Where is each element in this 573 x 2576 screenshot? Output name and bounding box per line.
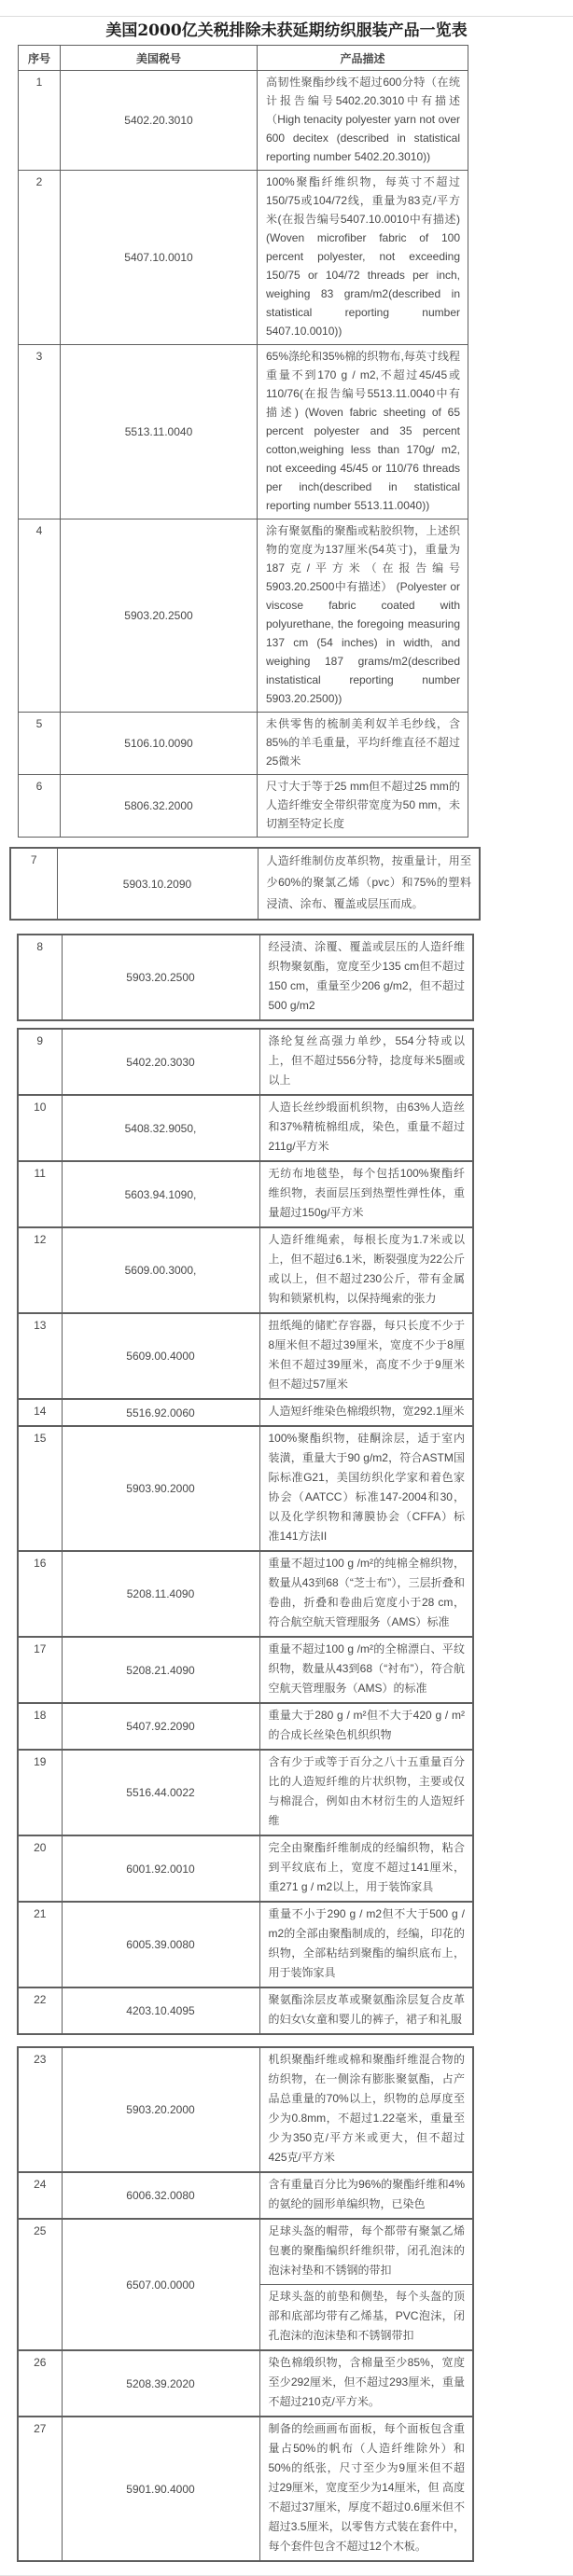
tax-code-cell: 6006.32.0080 xyxy=(62,2172,259,2219)
row-number-cell: 8 xyxy=(18,935,62,1020)
page xyxy=(0,16,573,2576)
row-number-cell: 10 xyxy=(18,1095,62,1161)
table-row xyxy=(18,1029,473,1095)
description-cell: 重量大于280 g / m²但不大于420 g / m²的合成长丝染色机织织物 xyxy=(259,1703,473,1750)
table-row xyxy=(18,2219,473,2285)
tax-code-cell: 5609.00.3000, xyxy=(62,1227,259,1313)
table-block-5 xyxy=(17,2046,474,2562)
table-block-3 xyxy=(17,934,474,1021)
tax-code-cell: 5903.20.2500 xyxy=(61,519,258,713)
tax-code-cell: 6005.39.0080 xyxy=(62,1902,259,1987)
row-number-cell: 25 xyxy=(18,2219,62,2350)
row-number-cell: 17 xyxy=(18,1637,62,1703)
row-number-cell: 4 xyxy=(19,519,61,713)
tax-code-cell: 5407.10.0010 xyxy=(61,171,258,345)
table-row xyxy=(18,1703,473,1750)
row-number-cell: 3 xyxy=(19,345,61,519)
description-cell: 含有少于或等于百分之八十五重量百分比的人造短纤维的片状织物，主要或仅与棉混合，例如由木材衍生的人造短纤维 xyxy=(259,1750,473,1835)
row-number-cell: 22 xyxy=(18,1987,62,2034)
description-cell: 重量不小于290 g / m2但不大于500 g / m2的全部由聚酯制成的，经编，印花的织物，全部粘结到聚酯的编织底布上，用于装饰家具 xyxy=(259,1902,473,1987)
tax-code-cell: 5609.00.4000 xyxy=(62,1313,259,1399)
table-row xyxy=(18,1835,473,1902)
row-number-cell: 12 xyxy=(18,1227,62,1313)
tax-code-cell: 6507.00.0000 xyxy=(62,2219,259,2350)
description-cell: 含有重量百分比为96%的聚酯纤维和4%的氨纶的圆形单编织物，已染色 xyxy=(259,2172,473,2219)
tax-code-cell: 5402.20.3010 xyxy=(61,71,258,171)
tax-code-cell: 5208.11.4090 xyxy=(62,1551,259,1637)
description-cell: 65%涤纶和35%棉的织物布,每英寸线程重量不到170 g / m2,不超过45/45或110/76(在报告编号5513.11.0040中有描述) (Woven fabric sheeting of 65 percent polyester and 35 percent cotton,weighing less than 170g/ m2, not exceeding 45/45 or 110/76 threads per inch(described in statistical reporting number 5513.11.0040)) xyxy=(258,345,468,519)
row-number-cell: 21 xyxy=(18,1902,62,1987)
description-cell: 尺寸大于等于25 mm但不超过25 mm的人造纤维安全带织带宽度为50 mm，未切割至特定长度 xyxy=(258,775,468,838)
table-row xyxy=(18,1313,473,1399)
description-cell: 人造长丝纱缎面机织物，由63%人造丝和37%精梳棉组成，染色，重量不超过211g/平方米 xyxy=(259,1095,473,1161)
table-row xyxy=(18,1399,473,1426)
description-cell: 无纺布地毯垫，每个包括100%聚酯纤维织物，表面层压到热塑性弹性体，重量超过150g/平方米 xyxy=(259,1161,473,1227)
tax-code-cell: 4203.10.4095 xyxy=(62,1987,259,2034)
row-number-cell: 11 xyxy=(18,1161,62,1227)
table-block-1 xyxy=(18,45,468,838)
row-number-cell: 2 xyxy=(19,171,61,345)
description-cell: 完全由聚酯纤维制成的经编织物，粘合到平纹底布上，宽度不超过141厘米，重271 g / m2以上，用于装饰家具 xyxy=(259,1835,473,1902)
top-divider xyxy=(0,16,573,17)
table-row xyxy=(18,1095,473,1161)
table-row xyxy=(18,2417,473,2561)
table-row xyxy=(18,1161,473,1227)
tax-code-cell: 5106.10.0090 xyxy=(61,713,258,775)
table-row xyxy=(19,345,468,519)
row-number-cell: 14 xyxy=(18,1399,62,1426)
row-number-cell: 23 xyxy=(18,2047,62,2172)
description-cell: 足球头盔的帽带，每个都带有聚氯乙烯包裹的聚酯编织纤维织带，闭孔泡沫的泡沫衬垫和不锈钢的带扣 xyxy=(259,2219,473,2285)
header-row xyxy=(19,46,468,71)
tax-code-cell: 5903.20.2000 xyxy=(62,2047,259,2172)
row-number-cell: 15 xyxy=(18,1426,62,1551)
tax-code-cell: 5903.20.2500 xyxy=(62,935,259,1020)
table-row xyxy=(19,519,468,713)
table-row xyxy=(19,71,468,171)
table-block-4 xyxy=(17,1028,474,2035)
description-cell: 100%聚酯纤维织物，每英寸不超过150/75或104/72线，重量为83克/平方米(在报告编号5407.10.0010中有描述) (Woven microfiber fabric of 100 percent polyester, not exceeding 150/75 or 104/72 threads per inch, weighing 83 gram/m2(described in statistical reporting number 5407.10.0010)) xyxy=(258,171,468,345)
row-number-cell: 20 xyxy=(18,1835,62,1902)
description-cell: 涤纶复丝高强力单纱，554分特或以上，但不超过556分特，捻度每米5圈或以上 xyxy=(259,1029,473,1095)
description-cell: 制备的绘画画布面板，每个面板包含重量占50%的帆布（人造纤维除外）和50%的纸张，尺寸至少为9厘米但不超过29厘米，宽度至少为14厘米，但 高度不超过37厘米，厚度不超过0.6厘米但不超过3.5厘米，以零售方式装在套件中，每个套件包含不超过12个木板。 xyxy=(259,2417,473,2561)
tables-container xyxy=(0,45,573,2562)
row-number-cell: 5 xyxy=(19,713,61,775)
tax-code-cell: 5407.92.2090 xyxy=(62,1703,259,1750)
row-number-cell: 9 xyxy=(18,1029,62,1095)
description-cell: 扭纸绳的储贮存容器，每只长度不少于8厘米但不超过39厘米，宽度不少于8厘米但不超过39厘米，高度不少于9厘米但不超过57厘米 xyxy=(259,1313,473,1399)
table-row xyxy=(18,1551,473,1637)
table-row xyxy=(18,2047,473,2172)
table-row xyxy=(19,775,468,838)
row-number-cell: 1 xyxy=(19,71,61,171)
tax-code-cell: 6001.92.0010 xyxy=(62,1835,259,1902)
table-row xyxy=(18,1902,473,1987)
table-row xyxy=(18,1750,473,1835)
tax-code-cell: 5516.44.0022 xyxy=(62,1750,259,1835)
row-number-cell: 24 xyxy=(18,2172,62,2219)
tax-code-cell: 5208.39.2020 xyxy=(62,2350,259,2417)
tax-code-cell: 5603.94.1090, xyxy=(62,1161,259,1227)
description-cell: 高韧性聚酯纱线不超过600分特（在统计报告编号5402.20.3010中有描述（High tenacity polyester yarn not over 600 decitex (described in statistical reporting number 5402.20.3010)) xyxy=(258,71,468,171)
table-row xyxy=(18,2172,473,2219)
row-number-cell: 6 xyxy=(19,775,61,838)
table-row xyxy=(10,848,480,920)
description-cell: 未供零售的梳制美利奴羊毛纱线，含85%的羊毛重量，平均纤维直径不超过25微米 xyxy=(258,713,468,775)
table-row xyxy=(18,935,473,1020)
table-row xyxy=(18,2350,473,2417)
column-header-1: 序号 xyxy=(19,46,61,71)
tax-code-cell: 5806.32.2000 xyxy=(61,775,258,838)
description-cell: 足球头盔的前垫和侧垫，每个头盔的顶部和底部均带有乙烯基，PVC泡沫，闭孔泡沫的泡沫垫和不锈钢带扣 xyxy=(259,2285,473,2351)
tax-code-cell: 5903.90.2000 xyxy=(62,1426,259,1551)
row-number-cell: 13 xyxy=(18,1313,62,1399)
tax-code-cell: 5208.21.4090 xyxy=(62,1637,259,1703)
tax-code-cell: 5903.10.2090 xyxy=(57,848,258,920)
row-number-cell: 16 xyxy=(18,1551,62,1637)
page-title: 美国2000亿关税排除未获延期纺织服装产品一览表 xyxy=(105,21,468,40)
row-number-cell: 19 xyxy=(18,1750,62,1835)
table-row xyxy=(19,171,468,345)
tax-code-cell: 5402.20.3030 xyxy=(62,1029,259,1095)
column-header-3: 产品描述 xyxy=(258,46,468,71)
description-cell: 人造纤维绳索，每根长度为1.7米或以上，但不超过6.1米，断裂强度为22公斤或以上，但不超过230公斤，带有金属钩和锁紧机构，以保持绳索的张力 xyxy=(259,1227,473,1313)
description-cell: 经浸渍、涂覆、覆盖或层压的人造纤维织物聚氨酯，宽度至少135 cm但不超过150 cm，重量至少206 g/m2，但不超过500 g/m2 xyxy=(259,935,473,1020)
row-number-cell: 27 xyxy=(18,2417,62,2561)
description-cell: 涂有聚氨酯的聚酯或粘胶织物，上述织物的宽度为137厘米(54英寸)，重量为187克/平方米（在报告编号5903.20.2500中有描述） (Polyester or viscose fabric coated with polyurethane, the foregoing measuring 137 cm (54 inches) in width, and weighing 187 grams/m2(described instatistical reporting number 5903.20.2500)) xyxy=(258,519,468,713)
tax-code-cell: 5408.32.9050, xyxy=(62,1095,259,1161)
table-row xyxy=(18,1227,473,1313)
tax-code-cell: 5516.92.0060 xyxy=(62,1399,259,1426)
row-number-cell: 18 xyxy=(18,1703,62,1750)
column-header-2: 美国税号 xyxy=(61,46,258,71)
row-number-cell: 26 xyxy=(18,2350,62,2417)
description-cell: 染色棉缎织物，含棉量至少85%，宽度至少292厘米，但不超过293厘米，重量不超过210克/平方米。 xyxy=(259,2350,473,2417)
description-cell: 聚氨酯涂层皮革或聚氨酯涂层复合皮革的妇女\女童和婴儿的裤子，裙子和礼服 xyxy=(259,1987,473,2034)
description-cell: 人造纤维制仿皮革织物，按重量计，用至少60%的聚氯乙烯（pvc）和75%的塑料浸渍、涂布、覆盖或层压而成。 xyxy=(258,848,480,920)
row-number-cell: 7 xyxy=(10,848,57,920)
description-cell: 重量不超过100 g /m²的全棉漂白、平纹织物，数量从43到68（“衬布”），符合航空航天管理服务（AMS）的标准 xyxy=(259,1637,473,1703)
tax-code-cell: 5513.11.0040 xyxy=(61,345,258,519)
table-block-2 xyxy=(9,847,481,921)
tax-code-cell: 5901.90.4000 xyxy=(62,2417,259,2561)
description-cell: 机织聚酯纤维或棉和聚酯纤维混合物的纺织物，在一侧涂有膨胀聚氨酯，占产品总重量的70%以上，织物的总厚度至少为0.8mm，不超过1.22毫米，重量至少为350克/平方米或更大，但不超过425克/平方米 xyxy=(259,2047,473,2172)
description-cell: 100%聚酯织物，硅酮涂层，适于室内装潢，重量大于90 g/m2，符合ASTM国际标准G21，美国纺织化学家和着色家协会（AATCC）标准147-2004和30，以及化学织物和薄膜协会（CFFA）标准141方法II xyxy=(259,1426,473,1551)
table-row xyxy=(19,713,468,775)
table-row xyxy=(18,1987,473,2034)
description-cell: 重量不超过100 g /m²的纯棉全棉织物，数量从43到68（“芝士布”），三层折叠和卷曲，折叠和卷曲后宽度小于28 cm，符合航空航天管理服务（AMS）标准 xyxy=(259,1551,473,1637)
table-row xyxy=(18,1426,473,1551)
table-row xyxy=(18,1637,473,1703)
description-cell: 人造短纤维染色棉缎织物，宽292.1厘米 xyxy=(259,1399,473,1426)
